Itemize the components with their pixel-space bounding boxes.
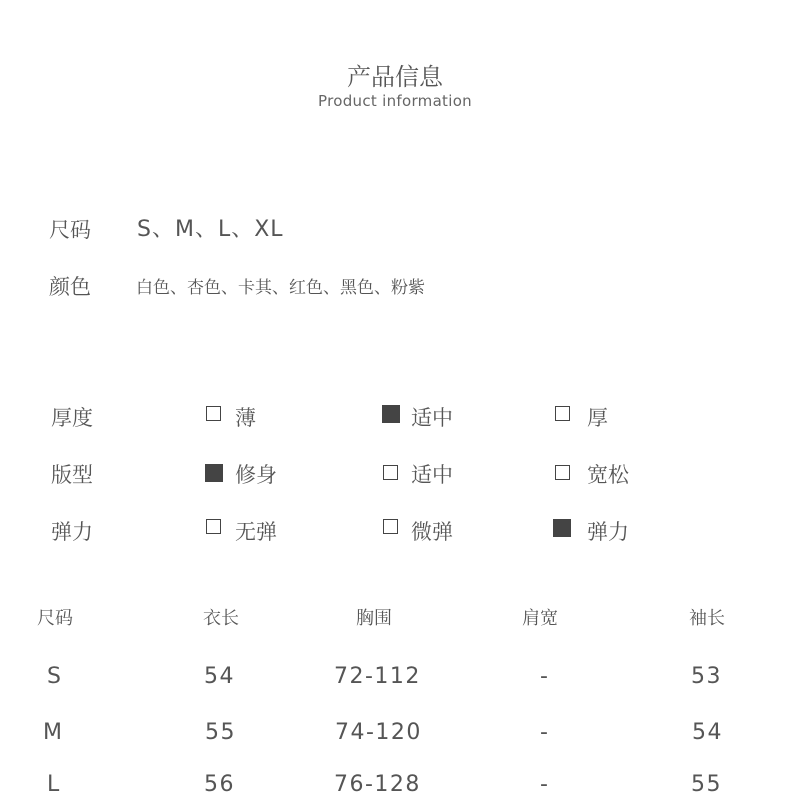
- table-cell: 76-128: [334, 772, 421, 797]
- table-header-bust: 胸围: [356, 608, 392, 629]
- size-values: S、M、L、XL: [137, 217, 284, 242]
- table-cell: 72-112: [334, 664, 421, 689]
- fit-loose-label: 宽松: [587, 463, 629, 487]
- thickness-label: 厚度: [51, 406, 93, 430]
- table-header-shoulder: 肩宽: [522, 608, 558, 629]
- elasticity-slight-checkbox: [383, 519, 398, 534]
- thickness-medium-checkbox: [382, 405, 400, 423]
- table-cell: 55: [205, 720, 236, 745]
- elasticity-slight-label: 微弹: [411, 520, 453, 544]
- elasticity-none-checkbox: [206, 519, 221, 534]
- table-cell: -: [540, 720, 550, 745]
- thickness-thick-label: 厚: [587, 406, 608, 430]
- fit-regular-label: 适中: [411, 463, 453, 487]
- table-header-length: 衣长: [203, 608, 239, 629]
- fit-slim-checkbox: [205, 464, 223, 482]
- elasticity-stretch-label: 弹力: [587, 520, 629, 544]
- table-cell: 56: [204, 772, 235, 797]
- page-subtitle: Product information: [318, 92, 472, 110]
- table-cell: 74-120: [335, 720, 422, 745]
- thickness-thick-checkbox: [555, 406, 570, 421]
- table-cell: L: [47, 772, 61, 797]
- color-label: 颜色: [49, 275, 91, 299]
- fit-loose-checkbox: [555, 465, 570, 480]
- table-cell: -: [540, 772, 550, 797]
- table-header-size: 尺码: [37, 608, 73, 629]
- thickness-thin-label: 薄: [235, 406, 256, 430]
- table-cell: 54: [692, 720, 723, 745]
- thickness-thin-checkbox: [206, 406, 221, 421]
- color-values: 白色、杏色、卡其、红色、黑色、粉紫: [136, 278, 425, 298]
- table-cell: 55: [691, 772, 722, 797]
- table-cell: 53: [691, 664, 722, 689]
- table-header-sleeve: 袖长: [689, 608, 725, 629]
- elasticity-stretch-checkbox: [553, 519, 571, 537]
- fit-slim-label: 修身: [235, 463, 277, 487]
- table-cell: 54: [204, 664, 235, 689]
- table-cell: S: [47, 664, 63, 689]
- fit-regular-checkbox: [383, 465, 398, 480]
- size-label: 尺码: [49, 218, 91, 242]
- elasticity-none-label: 无弹: [235, 520, 277, 544]
- page-title: 产品信息: [347, 63, 443, 91]
- fit-label: 版型: [51, 463, 93, 487]
- table-cell: -: [540, 664, 550, 689]
- elasticity-label: 弹力: [51, 520, 93, 544]
- table-cell: M: [43, 720, 64, 745]
- thickness-medium-label: 适中: [411, 406, 453, 430]
